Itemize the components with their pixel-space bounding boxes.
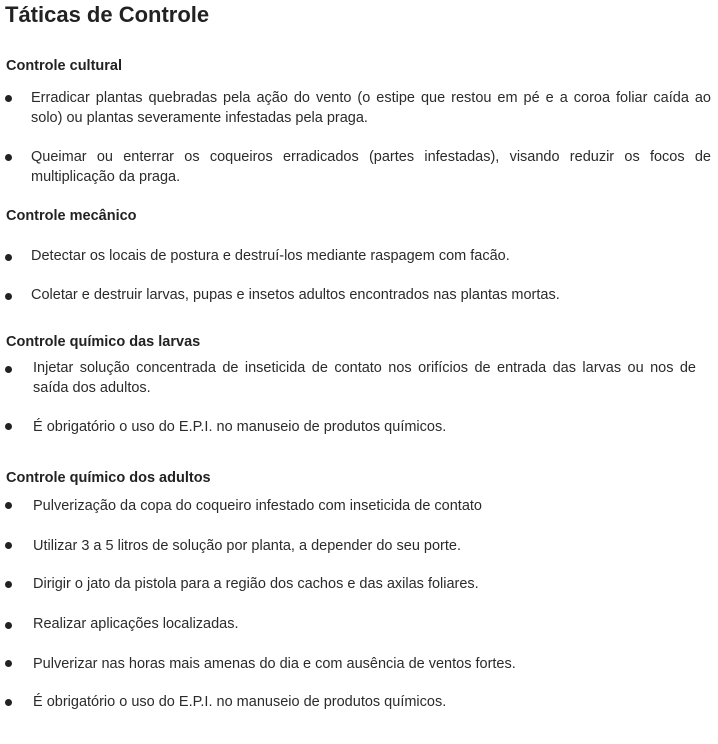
list-item-text: Queimar ou enterrar os coqueiros erradicados (partes infestadas), visando reduzir os focos de multiplicação da praga. xyxy=(31,149,711,185)
bullet-icon xyxy=(5,660,12,667)
list-item-text: Realizar aplicações localizadas. xyxy=(33,616,239,632)
bullet-icon xyxy=(5,502,12,509)
list-item-text: Erradicar plantas quebradas pela ação do vento (o estipe que restou em pé e a coroa foliar caída ao solo) ou plantas severamente infestadas pela praga. xyxy=(31,90,711,126)
list-item-text: Detectar os locais de postura e destruí-los mediante raspagem com facão. xyxy=(31,248,510,264)
bullet-icon xyxy=(5,95,12,102)
section-heading-controle-cultural: Controle cultural xyxy=(6,58,123,74)
list-item-text: Coletar e destruir larvas, pupas e insetos adultos encontrados nas plantas mortas. xyxy=(31,287,560,303)
bullet-icon xyxy=(5,581,12,588)
bullet-icon xyxy=(5,366,12,373)
page-title: Táticas de Controle xyxy=(5,2,210,27)
list-item-text: Utilizar 3 a 5 litros de solução por planta, a depender do seu porte. xyxy=(33,538,462,554)
list-item-text: É obrigatório o uso do E.P.I. no manuseio de produtos químicos. xyxy=(33,419,447,435)
section-heading-controle-mecanico: Controle mecânico xyxy=(6,208,137,224)
list-item-text: Pulverizar nas horas mais amenas do dia e com ausência de ventos fortes. xyxy=(33,656,516,672)
bullet-icon xyxy=(5,293,12,300)
bullet-icon xyxy=(5,542,12,549)
list-item-text: Pulverização da copa do coqueiro infestado com inseticida de contato xyxy=(33,498,482,514)
bullet-icon xyxy=(5,154,12,161)
bullet-icon xyxy=(5,622,12,629)
list-item-text: Injetar solução concentrada de inseticida de contato nos orifícios de entrada das larvas ou nos de saída dos adultos. xyxy=(33,360,696,396)
list-item-text: É obrigatório o uso do E.P.I. no manuseio de produtos químicos. xyxy=(33,694,447,710)
bullet-icon xyxy=(5,699,12,706)
bullet-icon xyxy=(5,423,12,430)
section-heading-controle-quimico-larvas: Controle químico das larvas xyxy=(6,334,201,350)
list-item-text: Dirigir o jato da pistola para a região dos cachos e das axilas foliares. xyxy=(33,576,479,592)
section-heading-controle-quimico-adultos: Controle químico dos adultos xyxy=(6,470,211,486)
bullet-icon xyxy=(5,254,12,261)
